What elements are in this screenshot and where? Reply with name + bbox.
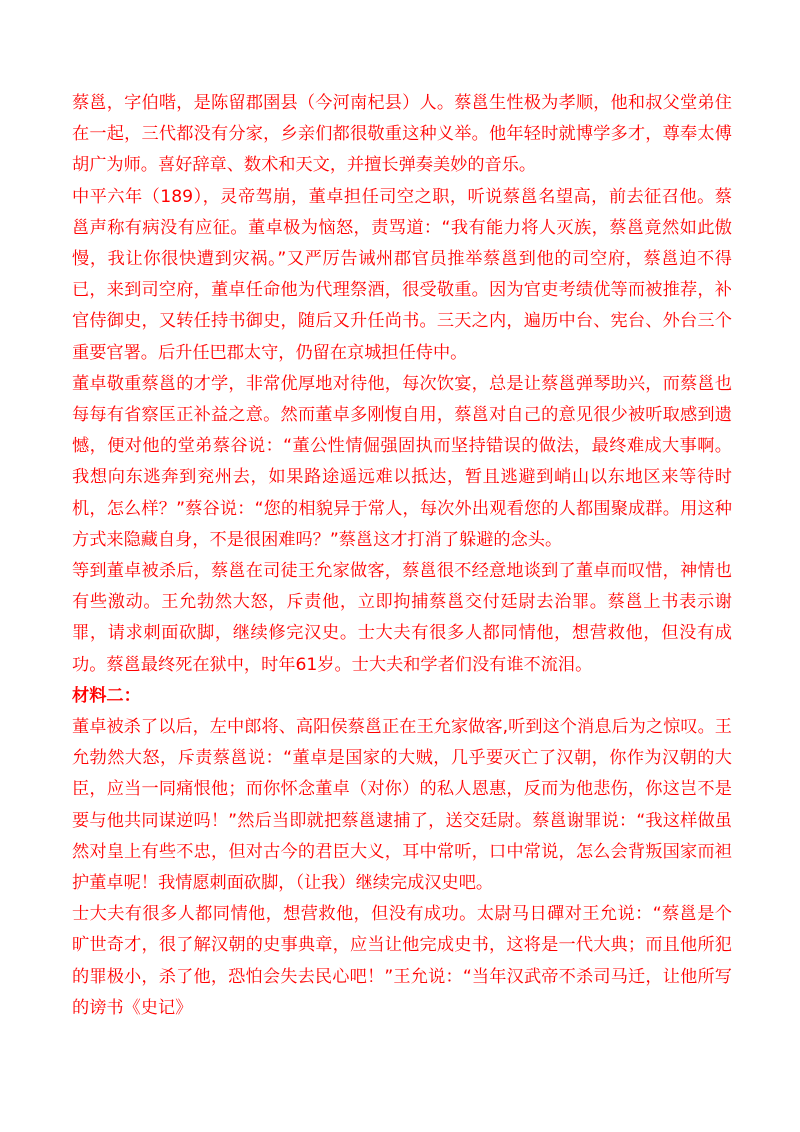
- document-body: [72, 88, 732, 1024]
- paragraph-death: 等到董卓被杀后，蔡邕在司徒王允家做客，蔡邕很不经意地谈到了董卓而叹惜，神情也有些激动。王允勃然大怒，斥责他，立即拘捕蔡邕交付廷尉去治罪。蔡邕上书表示谢罪，请求刺面砍脚，继续修完汉史。士大夫有很多人都同情他，想营救他，但没有成功。蔡邕最终死在狱中，时年61岁。士大夫和学者们没有谁不流泪。: [72, 561, 732, 675]
- paragraph-biography: 蔡邕，字伯喈，是陈留郡圉县（今河南杞县）人。蔡邕生性极为孝顺，他和叔父堂弟住在一起，三代都没有分家，乡亲们都很敬重这种义举。他年轻时就博学多才，尊奉太傅胡广为师。喜好辞章、数术和天文，并擅长弹奏美妙的音乐。: [72, 93, 732, 176]
- paragraph-arrest: 董卓被杀了以后，左中郎将、高阳侯蔡邕正在王允家做客,听到这个消息后为之惊叹。王允勃然大怒，斥责蔡邕说：“董卓是国家的大贼，几乎要灭亡了汉朝，你作为汉朝的大臣，应当一同痛恨他；而你怀念董卓（对你）的私人恩惠，反而为他悲伤，你这岂不是要与他共同谋逆吗！”然后当即就把蔡邕逮捕了，送交廷尉。蔡邕谢罪说：“我这样做虽然对皇上有些不忠，但对古今的君臣大义，耳中常听，口中常说，怎么会背叛国家而袒护董卓呢！我情愿刺面砍脚，（让我）继续完成汉史吧。: [72, 717, 732, 894]
- paragraph-plea: 士大夫有很多人都同情他，想营救他，但没有成功。太尉马日磾对王允说：“蔡邕是个旷世奇才，很了解汉朝的史事典章，应当让他完成史书，这将是一代大典；而且他所犯的罪极小，杀了他，恐怕会失去民心吧！”王允说：“当年汉武帝不杀司马迁，让他所写的谤书《史记》: [72, 904, 732, 1018]
- paragraph-respect: 董卓敬重蔡邕的才学，非常优厚地对待他，每次饮宴，总是让蔡邕弹琴助兴，而蔡邕也每每有省察匡正补益之意。然而董卓多刚愎自用，蔡邕对自己的意见很少被听取感到遗憾，便对他的堂弟蔡谷说：“董公性情倔强固执而坚持错误的做法，最终难成大事啊。我想向东逃奔到兖州去，如果路途遥远难以抵达，暂且逃避到峭山以东地区来等待时机，怎么样？”蔡谷说：“您的相貌异于常人，每次外出观看您的人都围聚成群。用这种方式来隐藏自身，不是很困难吗？”蔡邕这才打消了躲避的念头。: [72, 373, 732, 550]
- paragraph-summons: 中平六年（189），灵帝驾崩，董卓担任司空之职，听说蔡邕名望高，前去征召他。蔡邕声称有病没有应征。董卓极为恼怒，责骂道：“我有能力将人灭族，蔡邕竟然如此傲慢，我让你很快遭到灾祸。”又严厉告诫州郡官员推举蔡邕到他的司空府，蔡邕迫不得已，来到司空府，董卓任命他为代理祭酒，很受敬重。因为官吏考绩优等而被推荐，补官侍御史，又转任持书御史，随后又升任尚书。三天之内，遍历中台、宪台、外台三个重要官署。后升任巴郡太守，仍留在京城担任侍中。: [72, 186, 732, 363]
- section-heading: 材料二：: [72, 685, 141, 706]
